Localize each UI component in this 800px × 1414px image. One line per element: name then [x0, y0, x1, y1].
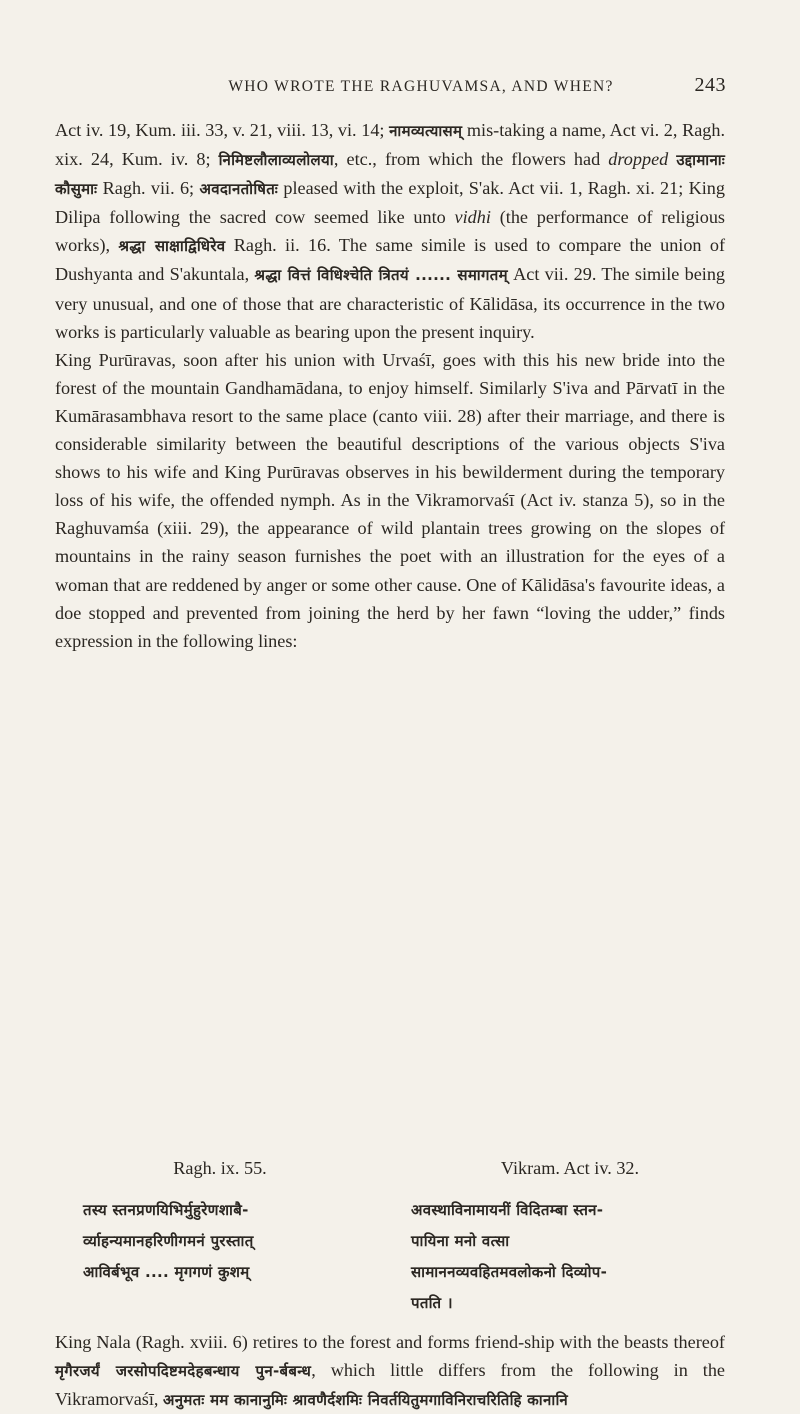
paragraph-2: King Purūravas, soon after his union with Urvaśī, goes with this his new bride into the forest of the mountain Gandhamādana, to enjoy himself. Similarly S'iva and Pārvatī in the Kumārasambhava resort to the same place (canto viii. 28) after their marriage, and there is considerable similarity between the beautiful descriptions of the various objects S'iva shows to his wife and King Purūravas observes in his bewilderment during the temporary loss of his wife, the offended nymph. As in the Vikramorvaśī (Act iv. stanza 5), so in the Raghuvamśa (xiii. 29), the appearance of wild plantain trees growing on the slopes of mountains in the rainy season furnishes the poet with an illustration for the eyes of a woman that are reddened by anger or some other cause. One of Kālidāsa's favourite ideas, a doe stopped and prevented from joining the herd by her fawn “loving the udder,” finds expression in the following lines:: [55, 349, 725, 651]
closing-text: [55, 1328, 725, 1414]
paragraph-1: Act iv. 19, Kum. iii. 33, v. 21, viii. 13, vi. 14; नामव्यत्यासम् mis-taking a name, Act vi. 2, Ragh. xix. 24, Kum. iv. 8; निमिष्टलौलाव्यलोलया, etc., from which the flowers had dropped उद्दामानाः कौसुमाः Ragh. vii. 6; अवदानतोषितः pleased with the exploit, S'ak. Act vii. 1, Ragh. xi. 21; King Dilipa following the sacred cow seemed like unto vidhi (the performance of religious works), श्रद्धा साक्षाद्विधिरेव Ragh. ii. 16. The same simile is used to compare the union of Dushyanta and S'akuntala, श्रद्धा वित्तं विधिश्चेति त्रितयं ...... समागतम् Act vii. 29. The simile being very unusual, and one of those that are characteristic of Kālidāsa, its occurrence in the two works is particularly valuable as bearing upon the present inquiry.: [55, 120, 726, 342]
devanagari-phrase: मृगैरजर्यं जरसोपदिष्टमदेहबन्धाय पुन-र्बबन्ध: [55, 1362, 312, 1381]
main-text: [55, 116, 725, 655]
devanagari-phrase: अवदानतोषितः: [199, 180, 279, 199]
paragraph-3: King Nala (Ragh. xviii. 6) retires to the forest and forms friend-ship with the beasts thereof मृगैरजर्यं जरसोपदिष्टमदेहबन्धाय पुन-र्बबन्ध, which little differs from the following in the Vikramorvaśī, अनुमतः मम कानानुमिः श्रावणैर्दशमिः निवर्तयितुमगाविनिराचरितिहि कानानि: [55, 1332, 725, 1410]
verse-line: पायिना मनो वत्सा: [411, 1232, 510, 1250]
verse-line: सामाननव्यवहितमवलोकनो दिव्योप-: [411, 1263, 608, 1281]
quote-source: Vikram. Act iv. 32.: [500, 1158, 640, 1178]
quote-raghu: [55, 1158, 375, 1319]
devanagari-phrase: नामव्यत्यासम्: [389, 122, 463, 140]
verse-line: र्व्याहन्यमानहरिणीगमनं पुरस्तात्: [83, 1232, 254, 1250]
running-head: WHO WROTE THE RAGHUVAMSA, AND WHEN?: [228, 78, 614, 95]
devanagari-phrase: श्रद्धा साक्षाद्विधिरेव: [118, 237, 226, 256]
quote-source: Ragh. ix. 55.: [173, 1158, 267, 1178]
verse-line: अवस्थाविनामायनीं विदितम्बा स्तन-: [411, 1201, 604, 1219]
verse-line: पतति ।: [411, 1294, 453, 1312]
devanagari-phrase: श्रद्धा वित्तं विधिश्चेति त्रितयं ...... समागतम्: [254, 266, 508, 285]
italic-word: vidhi: [454, 207, 491, 228]
italic-word: dropped: [608, 149, 669, 170]
page-number: 243: [694, 74, 726, 96]
devanagari-phrase: उद्दामानाः कौसुमाः: [55, 151, 726, 199]
parallel-quotations: [55, 1158, 725, 1319]
verse-line: तस्य स्तनप्रणयिभिर्मुहुरेणशाबै-: [83, 1201, 249, 1219]
devanagari-phrase: अनुमतः मम कानानुमिः श्रावणैर्दशमिः निवर्तयितुमगाविनिराचरितिहि कानानि: [163, 1391, 569, 1410]
devanagari-phrase: निमिष्टलौलाव्यलोलया: [218, 151, 334, 170]
verse-line: आविर्बभूव .... मृगगणं कुशम्: [83, 1263, 250, 1281]
quote-vikram: [405, 1158, 725, 1319]
